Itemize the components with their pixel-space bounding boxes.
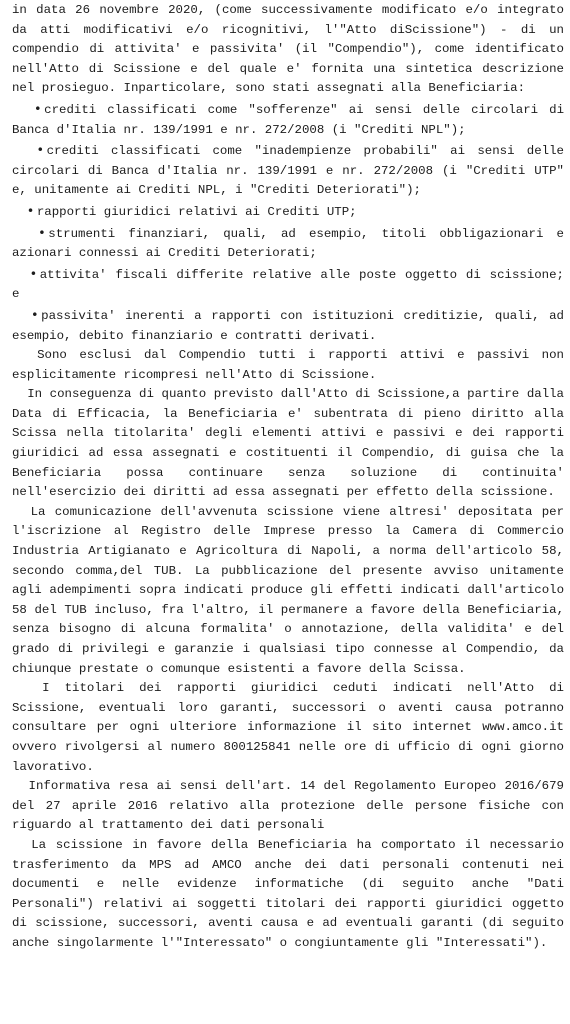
bullet-dot-icon: •	[31, 306, 39, 322]
bullet-dot-icon: •	[38, 224, 46, 240]
paragraph-holders	[12, 679, 564, 777]
bullet-dot-icon: •	[29, 265, 37, 281]
bullet-item	[12, 305, 564, 346]
bullet-text: rapporti giuridici relativi ai Crediti UTP;	[36, 204, 357, 219]
paragraph-holders-text: I titolari dei rapporti giuridici ceduti indicati nell'Atto di Scissione, eventuali loro garanti, successori o aventi causa potranno consultare per ogni ulteriore informazione il sito internet www.amco.it ovvero rivolgersi al numero 800125841 nelle ore di ufficio di ogni giorno lavorativo.	[12, 681, 564, 774]
bullet-text: attivita' fiscali differite relative alle poste oggetto di scissione; e	[12, 267, 564, 302]
bullet-item	[12, 140, 564, 201]
paragraph-communication	[12, 503, 564, 679]
paragraph-excluded	[12, 346, 564, 385]
bullet-text: passivita' inerenti a rapporti con istituzioni creditizie, quali, ad esempio, debito finanziario e contratti derivati.	[12, 308, 564, 343]
bullet-item	[12, 99, 564, 140]
paragraph-privacy-body-text: La scissione in favore della Beneficiaria ha comportato il necessario trasferimento da MPS ad AMCO anche dei dati personali contenuti nei documenti e nelle evidenze informatiche (di seguito anche "Dati Personali") relativi ai soggetti titolari dei rapporti giuridici oggetto di scissione, successori, aventi causa e ad eventuali garanti (di seguito anche singolarmente l'"Interessato" o congiuntamente gli "Interessati").	[12, 837, 564, 950]
bullet-text: crediti classificati come "inadempienze probabili" ai sensi delle circolari di Banca d'Italia nr. 139/1991 e nr. 272/2008 (i "Crediti UTP" e, unitamente ai Crediti NPL, i "Crediti Deteriorati");	[12, 144, 564, 198]
bullet-text: crediti classificati come "sofferenze" ai sensi delle circolari di Banca d'Italia nr. 139/1991 e nr. 272/2008 (i "Crediti NPL");	[12, 102, 565, 137]
paragraph-consequence	[12, 385, 564, 503]
bullet-dot-icon: •	[26, 202, 35, 218]
bullet-dot-icon: •	[34, 100, 42, 116]
paragraph-excluded-text: Sono esclusi dal Compendio tutti i rapporti attivi e passivi non esplicitamente ricompresi nell'Atto di Scissione.	[12, 348, 564, 382]
paragraph-consequence-text: In conseguenza di quanto previsto dall'Atto di Scissione,a partire dalla Data di Efficacia, la Beneficiaria e' subentrata di pieno diritto alla Scissa nella titolarita' degli elementi attivi e passivi e dei rapporti giuridici ad essa assegnati e costituenti il Compendio, di guisa che la Beneficiaria possa continuare senza soluzione di continuita' nell'esercizio dei diritti ad essa assegnati per effetto della scissione.	[12, 387, 564, 500]
bullet-item	[12, 223, 564, 264]
paragraph-communication-text: La comunicazione dell'avvenuta scissione viene altresi' depositata per l'iscrizione al Registro delle Imprese presso la Camera di Commercio Industria Artigianato e Agricoltura di Napoli, a norma dell'articolo 58, secondo comma,del TUB. La pubblicazione del presente avviso unitamente agli adempimenti sopra indicati produce gli effetti indicati dall'articolo 58 del TUB incluso, fra l'altro, il permanere a favore della Beneficiaria, senza bisogno di alcuna formalita' o annotazione, della validita' e del grado di privilegi e garanzie i qualsiasi tipo connesse al Compendio, da chiunque prestate o comunque esistenti a favore della Scissa.	[12, 504, 565, 676]
bullet-item	[12, 201, 564, 223]
bullet-item	[12, 264, 564, 305]
paragraph-privacy-title-text: Informativa resa ai sensi dell'art. 14 del Regolamento Europeo 2016/679 del 27 aprile 2016 relativo alla protezione delle persone fisiche con riguardo al trattamento dei dati personali	[12, 779, 564, 833]
paragraph-intro: in data 26 novembre 2020, (come successivamente modificato e/o integrato da atti modificativi e/o ricognitivi, l'"Atto diScissione") - di un compendio di attivita' e passivita' (il "Compendio"), come identificato nell'Atto di Scissione e del quale e' fornita una sintetica descrizione nel prosieguo. Inparticolare, sono stati assegnati alla Beneficiaria:	[12, 3, 564, 96]
bullet-text: strumenti finanziari, quali, ad esempio, titoli obbligazionari e azionari connessi ai Crediti Deteriorati;	[12, 226, 564, 261]
bullet-dot-icon: •	[36, 142, 44, 158]
paragraph-privacy-body	[12, 836, 564, 954]
paragraph-privacy-title	[12, 777, 564, 836]
